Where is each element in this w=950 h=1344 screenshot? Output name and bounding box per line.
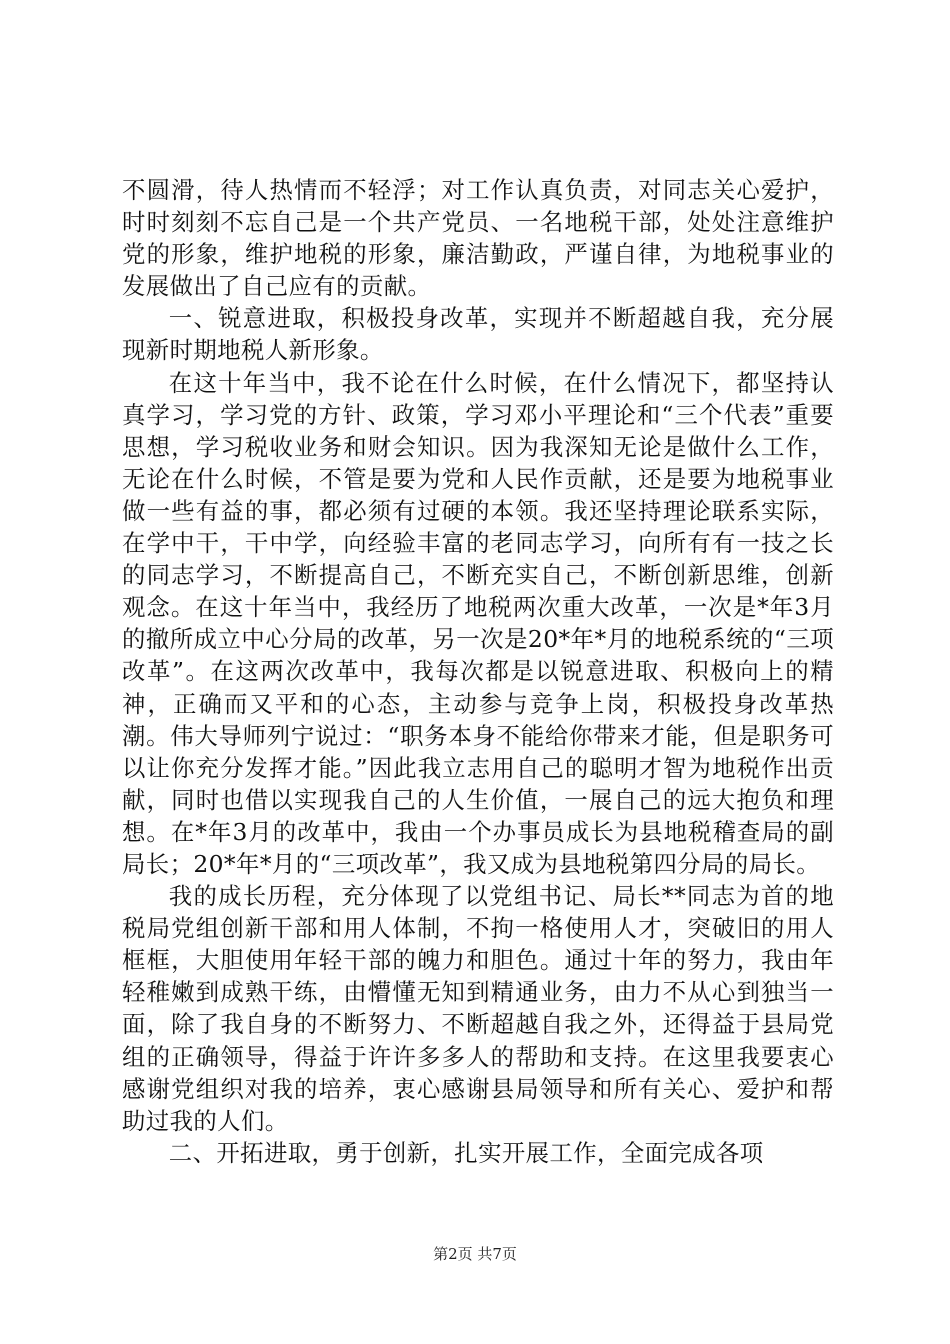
paragraph-study-and-reform: 在这十年当中，我不论在什么时候，在什么情况下，都坚持认真学习，学习党的方针、政策，学习邓小平理论和“三个代表”重要思想，学习税收业务和财会知识。因为我深知无论是做什么工作，无论在什么时候，不管是要为党和人民作贡献，还是要为地税事业做一些有益的事，都必须有过硬的本领。我还坚持理论联系实际，在学中干，干中学，向经验丰富的老同志学习，向所有有一技之长的同志学习，不断提高自己，不断充实自己，不断创新思维，创新观念。在这十年当中，我经历了地税两次重大改革，一次是*年3月的撤所成立中心分局的改革，另一次是20*年*月的地税系统的“三项改革”。在这两次改革中，我每次都是以锐意进取、积极向上的精神，正确而又平和的心态，主动参与竞争上岗，积极投身改革热潮。伟大导师列宁说过：“职务本身不能给你带来才能，但是职务可以让你充分发挥才能。”因此我立志用自己的聪明才智为地税作出贡献，同时也借以实现我自己的人生价值，一展自己的远大抱负和理想。在*年3月的改革中，我由一个办事员成长为县地税稽查局的副局长；20*年*月的“三项改革”，我又成为县地税第四分局的局长。	[122, 368, 834, 878]
document-body	[122, 174, 834, 1169]
section-heading-two: 二、开拓进取，勇于创新，扎实开展工作，全面完成各项	[168, 1138, 764, 1167]
page-number-footer: 第2页 共7页	[433, 1245, 517, 1263]
section-heading-one: 一、锐意进取，积极投身改革，实现并不断超越自我，充分展现新时期地税人新形象。	[122, 304, 834, 365]
paragraph-continuation: 不圆滑，待人热情而不轻浮；对工作认真负责，对同志关心爱护，时时刻刻不忘自己是一个共产党员、一名地税干部，处处注意维护党的形象，维护地税的形象，廉洁勤政，严谨自律，为地税事业的发展做出了自己应有的贡献。	[122, 176, 834, 301]
paragraph-growth-history: 我的成长历程，充分体现了以党组书记、局长**同志为首的地税局党组创新干部和用人体制，不拘一格使用人才，突破旧的用人框框，大胆使用年轻干部的魄力和胆色。通过十年的努力，我由年轻稚嫩到成熟干练，由懵懂无知到精通业务，由力不从心到独当一面，除了我自身的不断努力、不断超越自我之外，还得益于县局党组的正确领导，得益于许许多多人的帮助和支持。在这里我要衷心感谢党组织对我的培养，衷心感谢县局领导和所有关心、爱护和帮助过我的人们。	[122, 882, 834, 1135]
